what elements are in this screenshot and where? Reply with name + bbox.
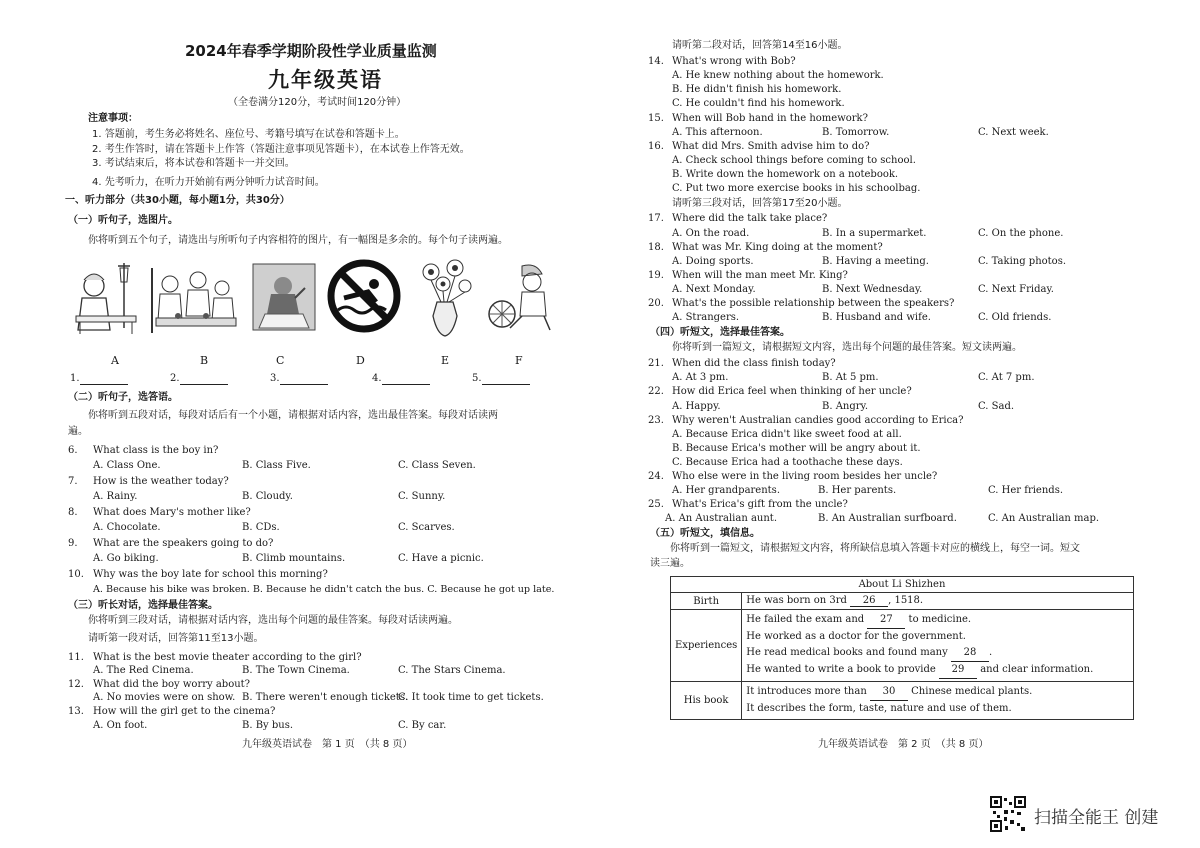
question-text: Where did the talk take place?	[672, 213, 828, 224]
part-instructions: 读三遍。	[650, 558, 690, 569]
part-instructions: 你将听到五段对话，每段对话后有一个小题，请根据对话内容，选出最佳答案。每段对话读两	[88, 410, 498, 421]
option-a: A. On foot.	[93, 720, 148, 731]
book-line: It describes the form, taste, nature and use of them.	[746, 703, 1012, 714]
notice-title: 注意事项：	[88, 113, 138, 124]
exam-title: 2024年春季学期阶段性学业质量监测	[185, 42, 437, 60]
subject-title: 九年级英语	[268, 68, 383, 92]
option-c: C. Old friends.	[978, 312, 1052, 323]
answer-blank-27[interactable]: 27	[867, 612, 905, 629]
option-a: A. Because Erica didn't like sweet food at all.	[672, 429, 902, 440]
question-text: What's the possible relationship between the speakers?	[672, 298, 955, 309]
option-a: A. Check school things before coming to school.	[672, 155, 916, 166]
option-c: C. An Australian map.	[988, 513, 1100, 524]
option-a: A. Class One.	[93, 460, 161, 471]
option-b: B. Class Five.	[242, 460, 311, 471]
option-b: B. He didn't finish his homework.	[672, 84, 842, 95]
option-c: C. By car.	[398, 720, 447, 731]
answer-blank-5: 5.	[472, 372, 530, 385]
question-number: 8.	[68, 507, 78, 518]
option-c: C. Next Friday.	[978, 284, 1054, 295]
question-text: Why weren't Australian candies good according to Erica?	[672, 415, 964, 426]
question-number: 9.	[68, 538, 78, 549]
question-number: 12.	[68, 679, 84, 690]
question-text: When did the class finish today?	[672, 358, 836, 369]
dialog-note: 请听第一段对话，回答第11至13小题。	[88, 633, 264, 644]
option-c: C. At 7 pm.	[978, 372, 1035, 383]
question-number: 16.	[648, 141, 664, 152]
option-c: C. Sad.	[978, 401, 1015, 412]
question-number: 22.	[648, 386, 664, 397]
option-c: C. Put two more exercise books in his schoolbag.	[672, 183, 921, 194]
question-text: When will the man meet Mr. King?	[672, 270, 848, 281]
question-text: How did Erica feel when thinking of her uncle?	[672, 386, 912, 397]
option-a: A. Chocolate.	[93, 522, 161, 533]
option-a: A. This afternoon.	[672, 127, 763, 138]
flower-vase-drawing-icon	[413, 258, 477, 338]
question-number: 24.	[648, 471, 664, 482]
option-b: B. Because Erica's mother will be angry about it.	[672, 443, 921, 454]
birth-cell: He was born on 3rd 26 , 1518.	[742, 593, 1134, 610]
option-c: C. The Stars Cinema.	[398, 665, 506, 676]
option-b: B. Tomorrow.	[822, 127, 890, 138]
option-a: A. Go biking.	[93, 553, 159, 564]
dialog-note: 请听第二段对话，回答第14至16小题。	[672, 40, 848, 51]
family-dinner-drawing-icon	[148, 258, 238, 338]
option-b: B. Having a meeting.	[822, 256, 929, 267]
picture-row	[68, 258, 558, 338]
no-swimming-sign-icon	[326, 258, 402, 338]
question-text: What does Mary's mother like?	[93, 507, 251, 518]
exam-info: （全卷满分120分，考试时间120分钟）	[228, 97, 407, 108]
option-b: B. Climb mountains.	[242, 553, 346, 564]
boy-fell-from-bike-drawing-icon	[486, 258, 558, 338]
option-a: A. Next Monday.	[672, 284, 756, 295]
question-number: 17.	[648, 213, 664, 224]
option-a: A. The Red Cinema.	[93, 665, 194, 676]
question-number: 11.	[68, 652, 84, 663]
option-c: C. Scarves.	[398, 522, 455, 533]
option-b: B. In a supermarket.	[822, 228, 927, 239]
answer-blank-30[interactable]: 30	[870, 684, 908, 701]
answer-blank-2: 2.	[170, 372, 228, 385]
scanner-watermark: 扫描全能王 创建	[1034, 808, 1159, 828]
page-footer: 九年级英语试卷 第 1 页 （共 8 页）	[242, 739, 413, 750]
option-c: C. Because Erica had a toothache these days.	[672, 457, 903, 468]
option-b: B. CDs.	[242, 522, 280, 533]
notice-item: 2. 考生作答时，请在答题卡上作答（答题注意事项见答题卡），在本试卷上作答无效。	[92, 144, 470, 155]
option-a: A. Doing sports.	[672, 256, 754, 267]
notice-item: 1. 答题前，考生务必将姓名、座位号、考籍号填写在试卷和答题卡上。	[92, 129, 405, 140]
notice-item: 4. 先考听力，在听力开始前有两分钟听力试音时间。	[92, 177, 325, 188]
experience-line: He worked as a doctor for the government.	[746, 631, 966, 642]
experiences-cell: He failed the exam and 27 to medicine. He worked as a doctor for the government. He read medical books and found many 28 . He wanted to write a book to provide 29 and clear information.	[742, 610, 1134, 682]
question-number: 23.	[648, 415, 664, 426]
section-heading: 一、听力部分（共30小题，每小题1分，共30分）	[65, 195, 290, 206]
part-heading: （四）听短文，选择最佳答案。	[650, 327, 790, 338]
option-a: A. Her grandparents.	[672, 485, 780, 496]
question-text: When will Bob hand in the homework?	[672, 113, 868, 124]
picture-label: F	[515, 354, 523, 367]
option-b: B. Next Wednesday.	[822, 284, 923, 295]
row-label-experiences: Experiences	[671, 610, 742, 682]
question-number: 19.	[648, 270, 664, 281]
book-cell: It introduces more than 30 Chinese medical plants. It describes the form, taste, nature and use of them.	[742, 682, 1134, 720]
question-text: Why was the boy late for school this morning?	[93, 569, 328, 580]
part-instructions: 你将听到三段对话，请根据对话内容，选出每个问题的最佳答案。每段对话读两遍。	[88, 615, 458, 626]
option-b: B. There weren't enough tickets.	[242, 692, 409, 703]
part-instructions: 你将听到五个句子，请选出与所听句子内容相符的图片，有一幅图是多余的。每个句子读两遍。	[88, 235, 508, 246]
picture-label: E	[441, 354, 450, 367]
part-heading: （一）听句子，选图片。	[68, 215, 178, 226]
option-b: B. At 5 pm.	[822, 372, 879, 383]
child-doing-homework-photo-icon	[251, 258, 317, 338]
qr-code-icon	[990, 796, 1026, 832]
option-b: B. Cloudy.	[242, 491, 293, 502]
option-b: B. Angry.	[822, 401, 869, 412]
option-b: B. Write down the homework on a notebook.	[672, 169, 899, 180]
dialog-note: 请听第三段对话，回答第17至20小题。	[672, 198, 848, 209]
info-table	[670, 576, 1134, 720]
question-number: 13.	[68, 706, 84, 717]
option-c: C. Class Seven.	[398, 460, 476, 471]
answer-blank-28[interactable]: 28	[951, 645, 989, 662]
answer-blank-1: 1.	[70, 372, 128, 385]
page-footer: 九年级英语试卷 第 2 页 （共 8 页）	[818, 739, 989, 750]
question-text: What's wrong with Bob?	[672, 56, 796, 67]
option-c: C. It took time to get tickets.	[398, 692, 544, 703]
option-c: C. Her friends.	[988, 485, 1063, 496]
option-a: A. He knew nothing about the homework.	[672, 70, 884, 81]
row-label-birth: Birth	[671, 593, 742, 610]
question-number: 25.	[648, 499, 664, 510]
part-heading: （二）听句子，选答语。	[68, 392, 178, 403]
answer-blank-29[interactable]: 29	[939, 662, 977, 679]
question-number: 20.	[648, 298, 664, 309]
option-a: A. At 3 pm.	[672, 372, 729, 383]
question-text: What class is the boy in?	[93, 445, 219, 456]
question-number: 7.	[68, 476, 78, 487]
answer-blank-26[interactable]: 26	[850, 595, 888, 607]
option-c: C. He couldn't find his homework.	[672, 98, 845, 109]
part-instructions: 你将听到一篇短文，请根据短文内容，选出每个问题的最佳答案。短文读两遍。	[672, 342, 1022, 353]
notice-item: 3. 考试结束后，将本试卷和答题卡一并交回。	[92, 158, 295, 169]
option-c: C. Next week.	[978, 127, 1049, 138]
question-text: What was Mr. King doing at the moment?	[672, 242, 883, 253]
option-a: A. Strangers.	[672, 312, 740, 323]
question-number: 10.	[68, 569, 84, 580]
question-number: 6.	[68, 445, 78, 456]
question-text: Who else were in the living room besides her uncle?	[672, 471, 938, 482]
table-title: About Li Shizhen	[671, 577, 1134, 593]
part-instructions: 你将听到一篇短文，请根据短文内容，将所缺信息填入答题卡对应的横线上，每空一词。短文	[670, 543, 1080, 554]
part-heading: （五）听短文，填信息。	[650, 528, 760, 539]
answer-blank-4: 4.	[372, 372, 430, 385]
option-b: B. Husband and wife.	[822, 312, 931, 323]
option-b: B. By bus.	[242, 720, 294, 731]
question-number: 14.	[648, 56, 664, 67]
question-text: What are the speakers going to do?	[93, 538, 274, 549]
option-a: A. No movies were on show.	[93, 692, 236, 703]
question-text: How is the weather today?	[93, 476, 229, 487]
question-text: What is the best movie theater according to the girl?	[93, 652, 362, 663]
question-number: 15.	[648, 113, 664, 124]
answer-blank-3: 3.	[270, 372, 328, 385]
picture-label: D	[356, 354, 365, 367]
part-instructions: 遍。	[68, 426, 88, 437]
option-c: C. On the phone.	[978, 228, 1064, 239]
option-b: B. Her parents.	[818, 485, 897, 496]
option-a: A. An Australian aunt.	[665, 513, 777, 524]
option-c: C. Taking photos.	[978, 256, 1066, 267]
question-text: How will the girl get to the cinema?	[93, 706, 276, 717]
picture-label: A	[111, 354, 119, 367]
question-text: What did Mrs. Smith advise him to do?	[672, 141, 870, 152]
option-a: A. Rainy.	[93, 491, 138, 502]
option-c: C. Have a picnic.	[398, 553, 484, 564]
option-c: C. Sunny.	[398, 491, 446, 502]
question-text: What's Erica's gift from the uncle?	[672, 499, 848, 510]
picture-label: C	[276, 354, 285, 367]
option-a: A. On the road.	[672, 228, 750, 239]
option-b: B. An Australian surfboard.	[818, 513, 957, 524]
option-b: B. The Town Cinema.	[242, 665, 350, 676]
picture-label: B	[200, 354, 209, 367]
question-number: 18.	[648, 242, 664, 253]
question-text: What did the boy worry about?	[93, 679, 251, 690]
part-heading: （三）听长对话，选择最佳答案。	[68, 600, 218, 611]
question-options: A. Because his bike was broken. B. Because he didn't catch the bus. C. Because he got up late.	[93, 584, 555, 595]
question-number: 21.	[648, 358, 664, 369]
row-label-his-book: His book	[671, 682, 742, 720]
nurse-drawing-icon	[70, 258, 140, 338]
option-a: A. Happy.	[672, 401, 721, 412]
